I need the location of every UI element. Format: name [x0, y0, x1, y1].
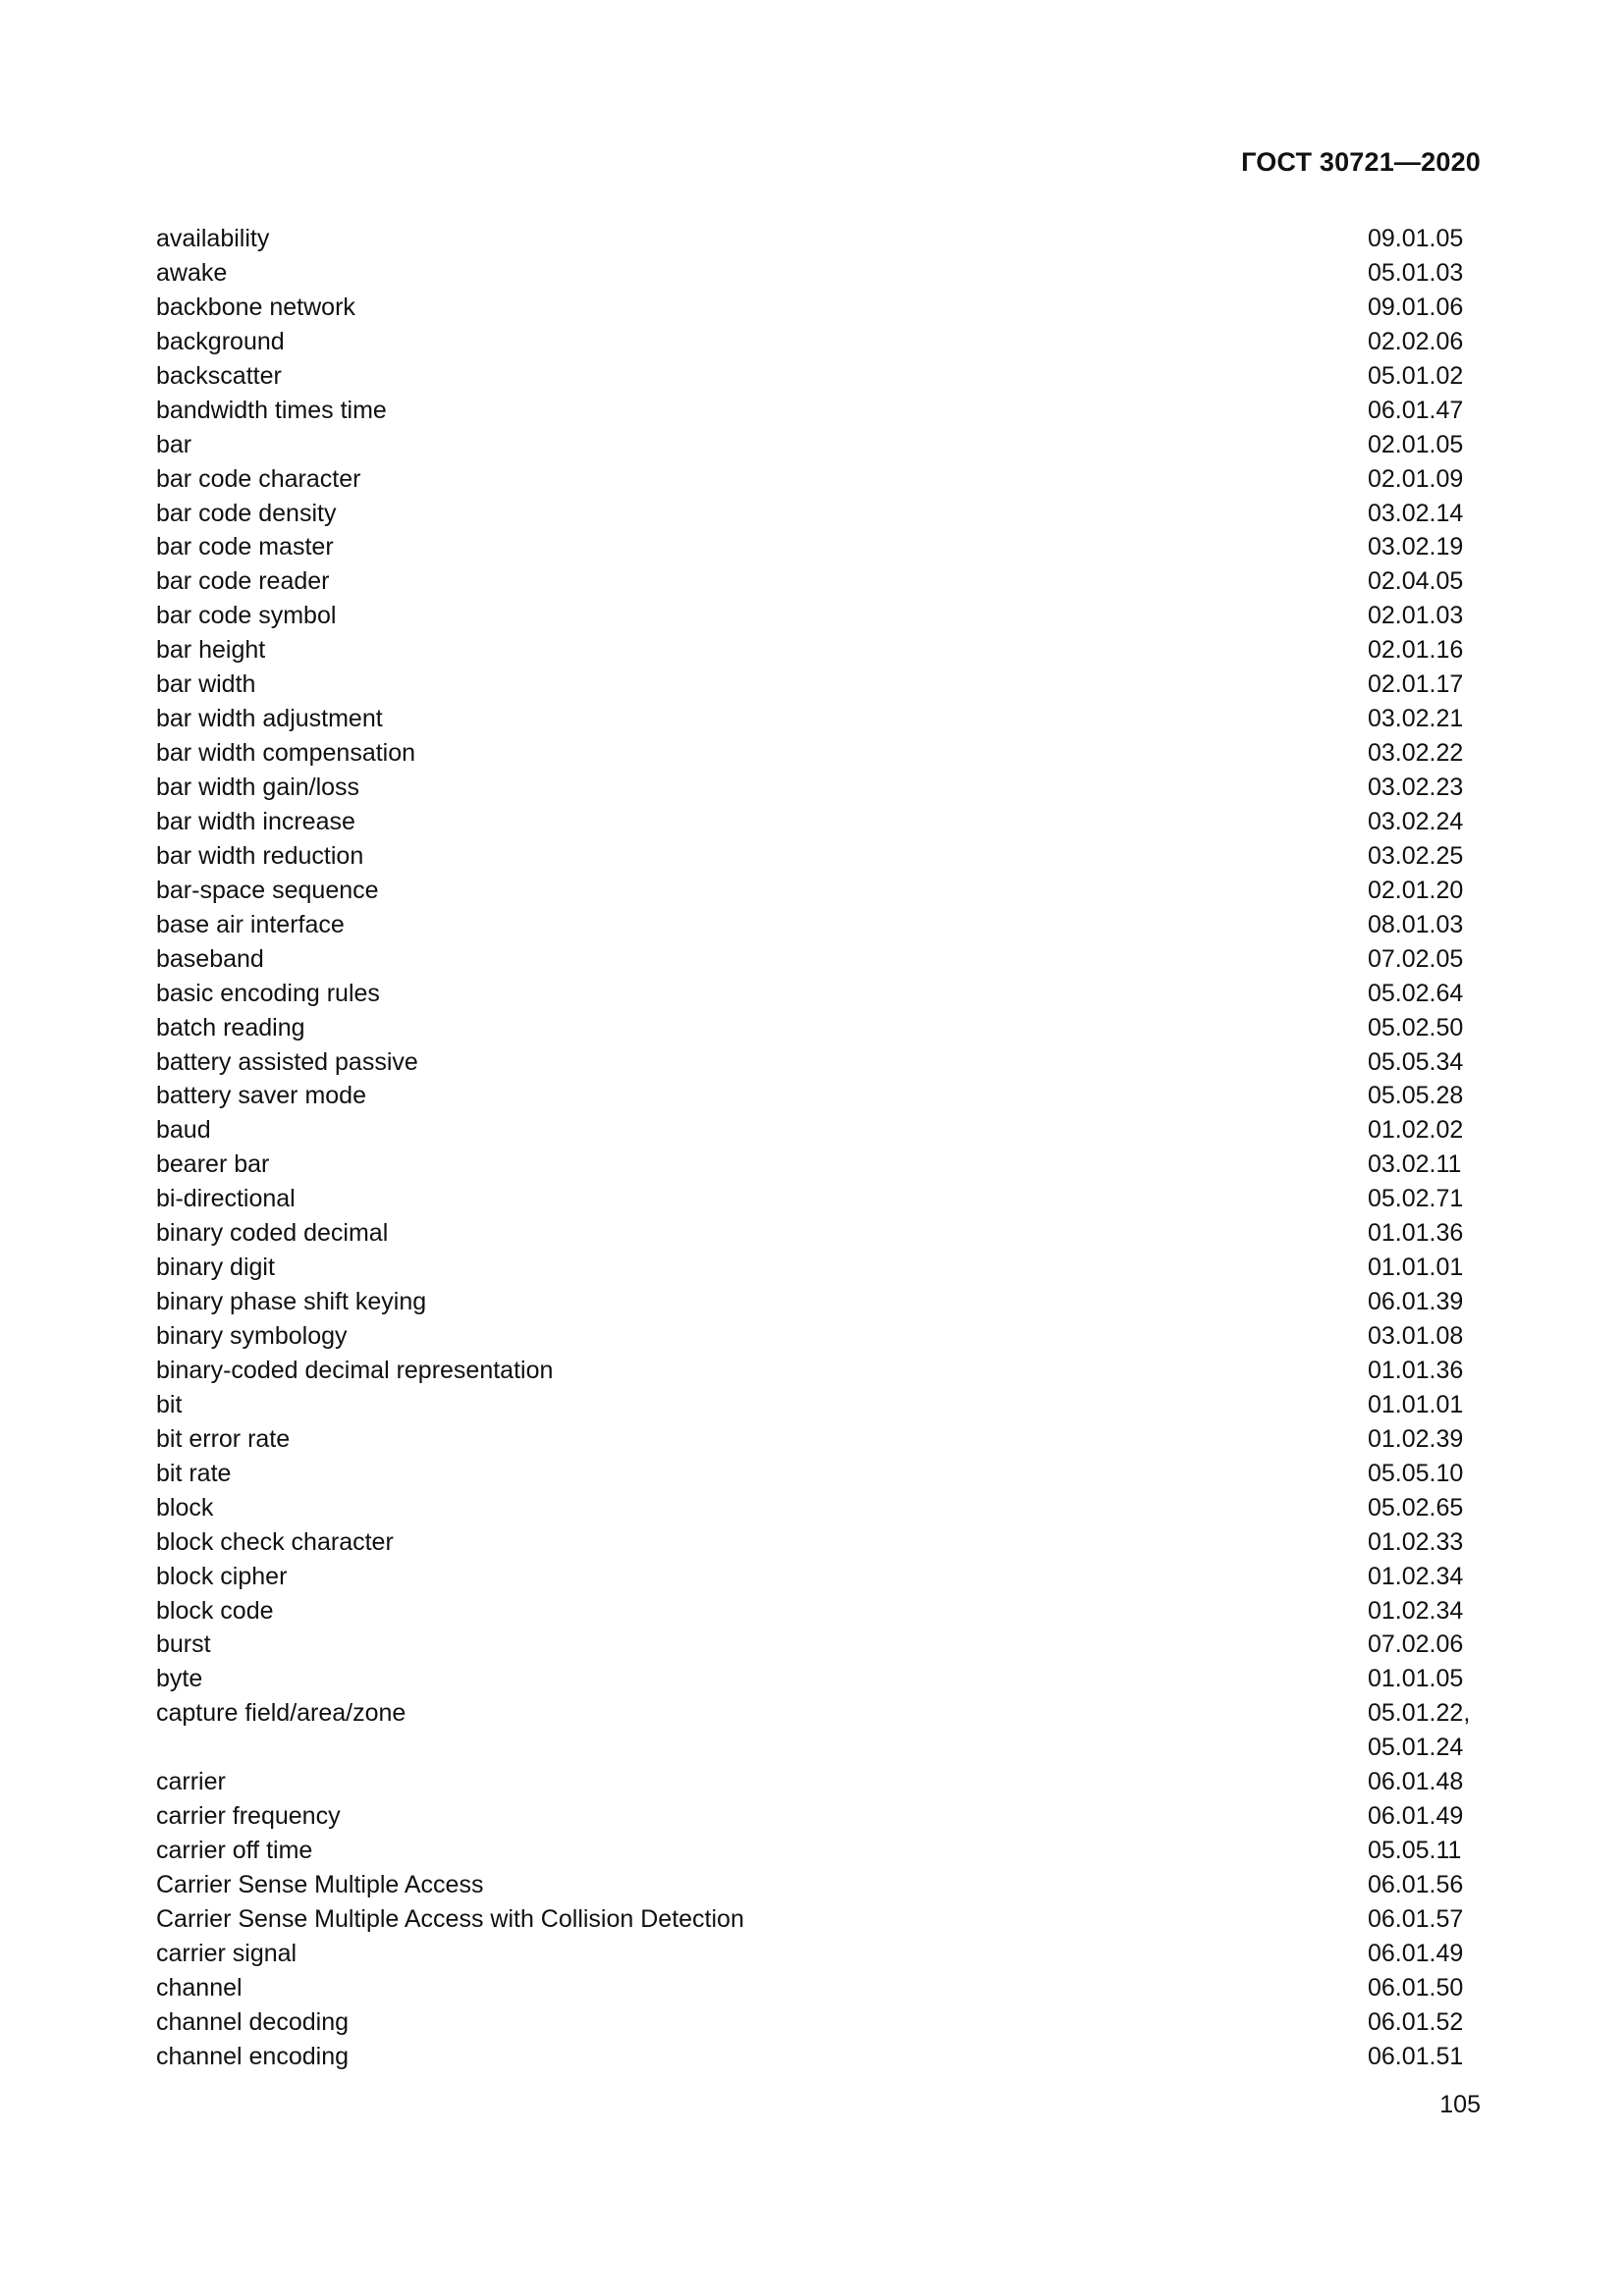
index-reference-code: 05.01.24: [1368, 1734, 1464, 1762]
index-entry: [156, 1834, 1475, 1868]
index-reference-code: 05.02.71: [1368, 1185, 1464, 1213]
index-reference-code: 03.02.23: [1368, 774, 1464, 801]
index-term: Carrier Sense Multiple Access: [156, 1871, 484, 1898]
index-reference-code: 02.01.16: [1368, 636, 1464, 665]
index-entry: [156, 1560, 1475, 1594]
index-reference-code: 03.02.21: [1368, 705, 1464, 733]
index-term: channel encoding: [156, 2042, 349, 2070]
index-reference-code: 06.01.52: [1368, 2007, 1464, 2036]
index-reference-code: 02.01.20: [1368, 876, 1464, 904]
index-reference-code: 06.01.47: [1368, 396, 1464, 424]
index-entry: [156, 908, 1475, 942]
index-reference-code: 05.02.64: [1368, 979, 1464, 1007]
index-entry: [156, 1388, 1475, 1422]
index-reference-code: 01.01.36: [1368, 1356, 1464, 1384]
index-reference-code: 02.01.17: [1368, 670, 1464, 699]
index-term: channel: [156, 1973, 243, 2002]
index-entry: [156, 2040, 1475, 2074]
index-term: baud: [156, 1116, 211, 1145]
index-reference-code: 05.05.34: [1368, 1047, 1464, 1076]
index-entry: [156, 222, 1475, 256]
index-reference-code: 01.02.34: [1368, 1596, 1464, 1625]
index-entry: [156, 977, 1475, 1011]
index-entry: [156, 1079, 1475, 1113]
index-entry: [156, 633, 1475, 667]
index-term: byte: [156, 1665, 203, 1693]
index-entry: [156, 291, 1475, 325]
index-reference-code: 02.01.03: [1368, 602, 1464, 630]
index-term: binary-coded decimal representation: [156, 1356, 554, 1384]
index-entry: [156, 1799, 1475, 1834]
index-term: bit rate: [156, 1459, 232, 1487]
index-entry: [156, 1354, 1475, 1388]
index-entry: [156, 1457, 1475, 1491]
index-term: bar height: [156, 636, 266, 665]
index-reference-code: 06.01.56: [1368, 1871, 1464, 1898]
index-entry: [156, 359, 1475, 394]
index-term: bar width compensation: [156, 739, 416, 768]
index-reference-code: 06.01.49: [1368, 1802, 1464, 1831]
index-reference-code: 01.01.01: [1368, 1254, 1464, 1282]
index-term: awake: [156, 258, 228, 287]
index-term: bar code density: [156, 499, 337, 527]
index-reference-code: 06.01.57: [1368, 1904, 1464, 1933]
index-term: block: [156, 1493, 214, 1522]
index-entry: [156, 462, 1475, 497]
index-entry: [156, 1491, 1475, 1525]
index-term: bar width reduction: [156, 841, 364, 870]
index-term: bit: [156, 1390, 183, 1418]
index-reference-code: 06.01.48: [1368, 1768, 1464, 1796]
index-entry: [156, 1251, 1475, 1285]
index-term: backbone network: [156, 293, 355, 321]
index-entry: [156, 1113, 1475, 1148]
index-reference-code: 03.02.22: [1368, 739, 1464, 768]
index-entry: [156, 1971, 1475, 2005]
index-term: bar code master: [156, 533, 334, 561]
index-reference-code: 01.01.05: [1368, 1665, 1464, 1693]
index-reference-code: 07.02.05: [1368, 944, 1464, 973]
index-reference-code: 03.02.19: [1368, 533, 1464, 561]
index-term: battery assisted passive: [156, 1047, 418, 1076]
index-term: basic encoding rules: [156, 979, 380, 1007]
index-reference-code: 09.01.06: [1368, 293, 1464, 321]
index-reference-code: 05.05.28: [1368, 1082, 1464, 1110]
index-reference-code: 01.02.39: [1368, 1424, 1464, 1453]
index-entry: [156, 1696, 1475, 1731]
index-entry: [156, 1765, 1475, 1799]
index-entry: [156, 1045, 1475, 1080]
index-reference-code: 01.01.01: [1368, 1390, 1464, 1418]
index-term: binary digit: [156, 1254, 275, 1282]
index-term: backscatter: [156, 361, 282, 390]
index-entry: [156, 839, 1475, 874]
index-term: bar: [156, 430, 192, 458]
index-entry: [156, 1662, 1475, 1696]
index-reference-code: 05.02.65: [1368, 1493, 1464, 1522]
index-entry: [156, 1594, 1475, 1629]
index-entry: [156, 771, 1475, 805]
index-term: carrier off time: [156, 1837, 313, 1865]
index-reference-code: 02.01.09: [1368, 464, 1464, 493]
index-reference-code: 05.05.11: [1368, 1837, 1462, 1865]
page-number: 105: [1439, 2091, 1481, 2118]
index-entry: [156, 1011, 1475, 1045]
index-term: baseband: [156, 944, 264, 973]
index-reference-code: 02.01.05: [1368, 430, 1464, 458]
term-index: [156, 222, 1475, 2074]
index-term: binary symbology: [156, 1322, 348, 1350]
index-term: capture field/area/zone: [156, 1699, 406, 1728]
index-term: bar-space sequence: [156, 876, 379, 904]
index-reference-code: 06.01.39: [1368, 1288, 1464, 1316]
index-reference-code: 02.04.05: [1368, 567, 1464, 596]
index-entry: [156, 530, 1475, 564]
index-term: block code: [156, 1596, 274, 1625]
index-entry: [156, 1525, 1475, 1560]
index-reference-code: 09.01.05: [1368, 225, 1464, 252]
index-term: channel decoding: [156, 2007, 349, 2036]
index-entry: [156, 2005, 1475, 2040]
index-entry: [156, 1422, 1475, 1457]
index-term: carrier frequency: [156, 1802, 341, 1831]
index-entry: [156, 1182, 1475, 1216]
index-term: bar code character: [156, 464, 361, 493]
index-term: bar width gain/loss: [156, 774, 360, 801]
index-entry: [156, 325, 1475, 359]
index-term: bar width: [156, 670, 256, 699]
index-entry: [156, 1285, 1475, 1319]
index-reference-code: 06.01.51: [1368, 2042, 1464, 2070]
index-term: bar width increase: [156, 807, 355, 835]
index-entry: [156, 805, 1475, 839]
index-term: bi-directional: [156, 1185, 296, 1213]
index-entry: [156, 256, 1475, 291]
index-reference-code: 05.01.03: [1368, 258, 1464, 287]
index-entry: [156, 394, 1475, 428]
index-term: base air interface: [156, 910, 345, 938]
index-entry: [156, 702, 1475, 736]
index-entry: [156, 1868, 1475, 1902]
document-header: ГОСТ 30721—2020: [1241, 147, 1481, 177]
index-entry: [156, 1902, 1475, 1937]
index-term: bar code symbol: [156, 602, 337, 630]
index-reference-code: 07.02.06: [1368, 1630, 1464, 1659]
index-reference-code: 08.01.03: [1368, 910, 1464, 938]
index-term: carrier: [156, 1768, 226, 1796]
index-entry: [156, 1216, 1475, 1251]
index-reference-code: 03.02.24: [1368, 807, 1464, 835]
index-term: background: [156, 327, 285, 355]
index-reference-code: 02.02.06: [1368, 327, 1464, 355]
index-term: block cipher: [156, 1562, 288, 1590]
index-entry: [156, 667, 1475, 702]
index-entry: [156, 1731, 1475, 1765]
index-entry: [156, 1319, 1475, 1354]
index-entry: [156, 736, 1475, 771]
index-reference-code: 03.02.14: [1368, 499, 1464, 527]
index-reference-code: 06.01.50: [1368, 1973, 1464, 2002]
index-term: bar code reader: [156, 567, 330, 596]
index-entry: [156, 497, 1475, 531]
index-term: Carrier Sense Multiple Access with Collision Detection: [156, 1904, 744, 1933]
index-term: block check character: [156, 1527, 394, 1556]
index-term: binary coded decimal: [156, 1219, 389, 1248]
index-entry: [156, 428, 1475, 462]
index-term: bit error rate: [156, 1424, 291, 1453]
index-entry: [156, 1148, 1475, 1182]
index-reference-code: 05.05.10: [1368, 1459, 1464, 1487]
index-reference-code: 01.02.02: [1368, 1116, 1464, 1145]
index-reference-code: 03.02.25: [1368, 841, 1464, 870]
index-entry: [156, 942, 1475, 977]
index-term: burst: [156, 1630, 211, 1659]
index-entry: [156, 1937, 1475, 1971]
index-reference-code: 05.01.22,: [1368, 1699, 1471, 1728]
index-term: carrier signal: [156, 1939, 298, 1967]
index-entry: [156, 1628, 1475, 1662]
index-reference-code: 01.02.33: [1368, 1527, 1464, 1556]
index-term: bar width adjustment: [156, 705, 383, 733]
index-reference-code: 03.02.11: [1368, 1150, 1462, 1179]
index-term: bearer bar: [156, 1150, 270, 1179]
index-reference-code: 01.02.34: [1368, 1562, 1464, 1590]
index-term: availability: [156, 225, 270, 252]
index-entry: [156, 599, 1475, 633]
index-reference-code: 06.01.49: [1368, 1939, 1464, 1967]
index-entry: [156, 564, 1475, 599]
index-entry: [156, 874, 1475, 908]
index-term: batch reading: [156, 1013, 305, 1041]
index-reference-code: 03.01.08: [1368, 1322, 1464, 1350]
index-reference-code: 05.01.02: [1368, 361, 1464, 390]
index-reference-code: 01.01.36: [1368, 1219, 1464, 1248]
index-term: battery saver mode: [156, 1082, 366, 1110]
index-term: bandwidth times time: [156, 396, 387, 424]
index-reference-code: 05.02.50: [1368, 1013, 1464, 1041]
index-term: binary phase shift keying: [156, 1288, 427, 1316]
